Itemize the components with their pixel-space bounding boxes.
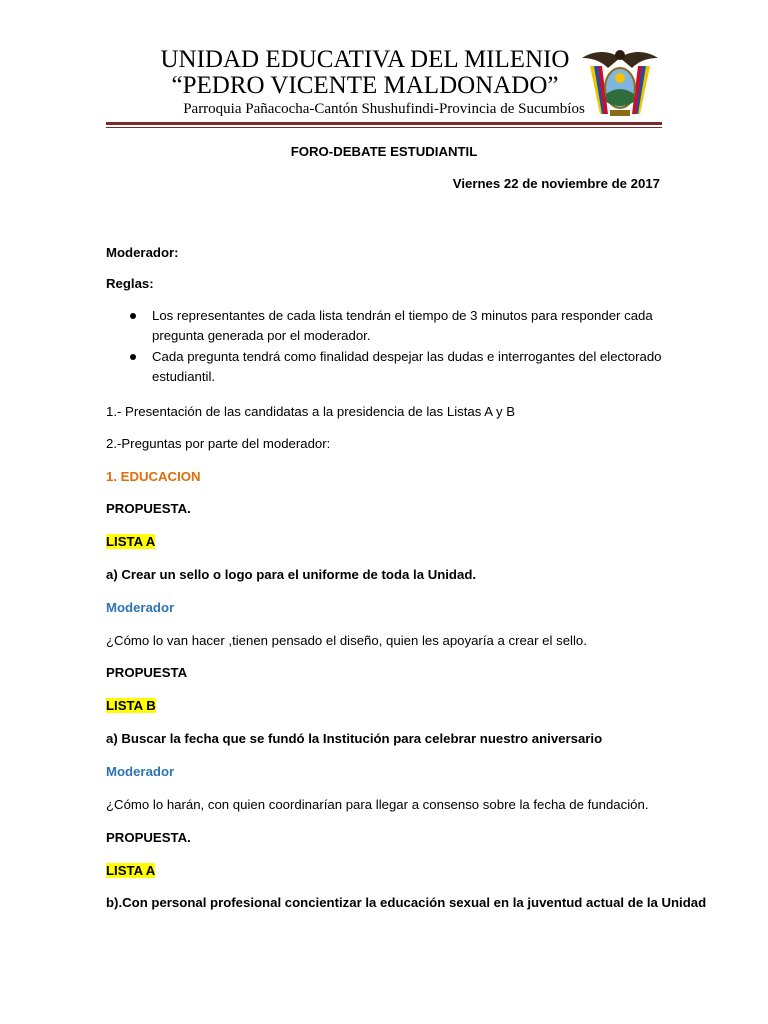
agenda-item-2: 2.-Preguntas por parte del moderador: — [106, 436, 331, 451]
header-rule-thin — [106, 127, 662, 128]
school-location: Parroquia Pañacocha-Cantón Shushufindi-Provincia de Sucumbíos — [183, 101, 585, 117]
proposal-heading: PROPUESTA — [106, 665, 188, 680]
rule-item — [106, 347, 666, 387]
moderator-question: ¿Cómo lo harán, con quien coordinarían para llegar a consenso sobre la fecha de fundación. — [106, 797, 649, 812]
rules-list — [106, 306, 666, 388]
rule-text: Cada pregunta tendrá como finalidad despejar las dudas e interrogantes del electorado estudiantil. — [152, 349, 662, 384]
list-a-proposal-a: a) Crear un sello o logo para el uniforme de toda la Unidad. — [106, 567, 477, 582]
school-full-name: “PEDRO VICENTE MALDONADO” — [171, 72, 559, 99]
proposal-heading: PROPUESTA. — [106, 830, 191, 845]
event-title: FORO-DEBATE ESTUDIANTIL — [290, 144, 478, 159]
list-a-proposal-b: b).Con personal profesional concientizar la educación sexual en la juventud actual de la Unidad — [106, 895, 707, 910]
header-rule-thick — [106, 122, 662, 125]
list-b-proposal-a: a) Buscar la fecha que se fundó la Institución para celebrar nuestro aniversario — [106, 731, 603, 746]
list-b-label: LISTA B — [106, 698, 156, 713]
list-a-label: LISTA A — [106, 863, 156, 878]
proposal-heading: PROPUESTA. — [106, 501, 191, 516]
bullet-icon — [130, 313, 136, 319]
bullet-icon — [130, 354, 136, 360]
list-a-label: LISTA A — [106, 534, 156, 549]
rule-item — [106, 306, 666, 346]
agenda-item-1: 1.- Presentación de las candidatas a la presidencia de las Listas A y B — [106, 404, 516, 419]
rule-text: Los representantes de cada lista tendrán el tiempo de 3 minutos para responder cada pregunta generada por el moderador. — [152, 308, 653, 343]
moderator-heading: Moderador — [106, 764, 175, 779]
section-education: 1. EDUCACION — [106, 469, 201, 484]
moderator-question: ¿Cómo lo van hacer ,tienen pensado el diseño, quien les apoyaría a crear el sello. — [106, 633, 587, 648]
moderator-label: Moderador: — [106, 245, 179, 260]
event-date: Viernes 22 de noviembre de 2017 — [452, 176, 660, 191]
school-name: UNIDAD EDUCATIVA DEL MILENIO — [160, 46, 570, 73]
rules-label: Reglas: — [106, 276, 154, 291]
moderator-heading: Moderador — [106, 600, 175, 615]
